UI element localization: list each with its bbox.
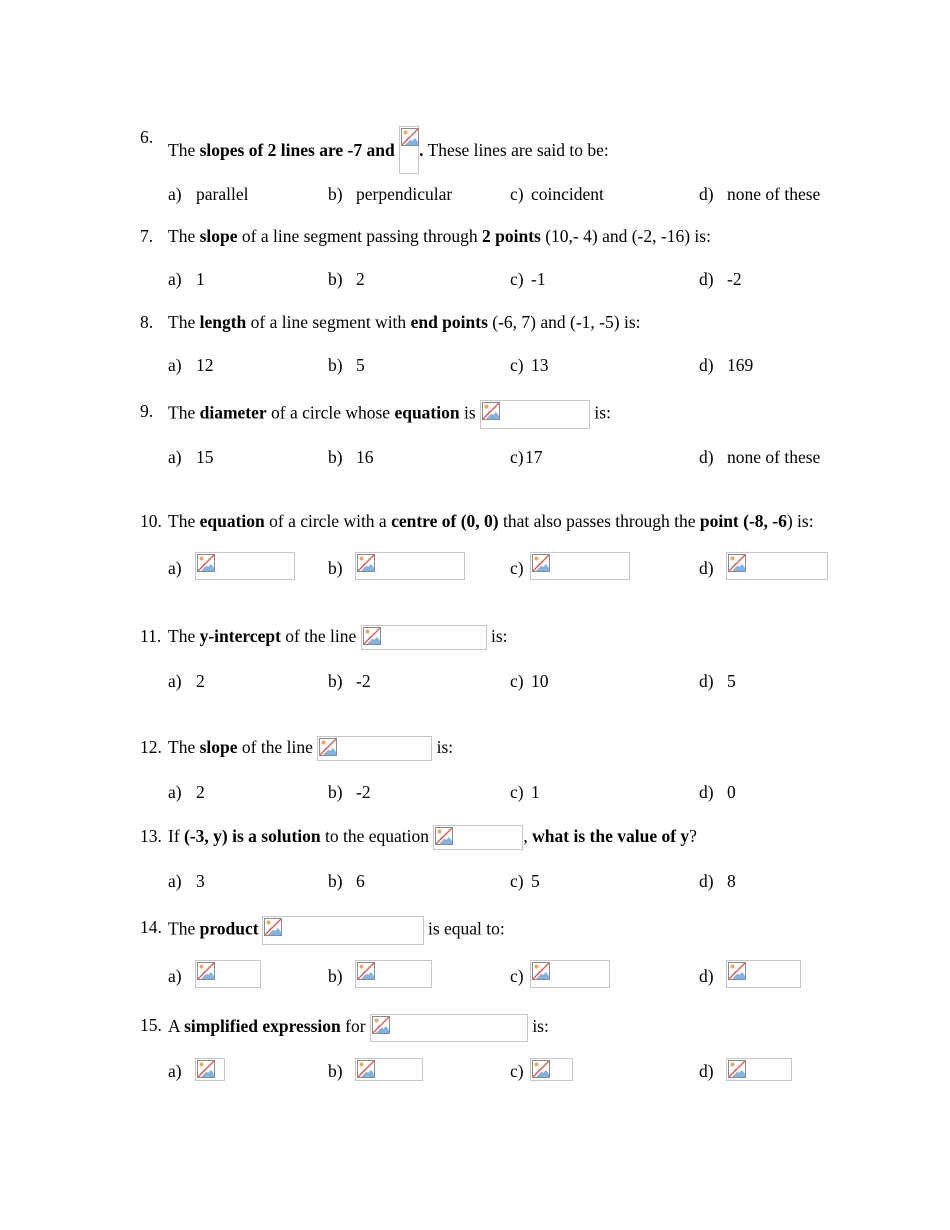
option-text: 169: [727, 355, 754, 375]
text-run: The: [168, 918, 200, 939]
broken-image-icon: [262, 916, 424, 945]
bold-run: simplified expression: [184, 1016, 341, 1037]
question-number: 11.: [140, 626, 162, 646]
option-text: 15: [196, 447, 214, 467]
text-run: of a circle with a: [264, 511, 392, 531]
option-text: 2: [356, 269, 365, 289]
option-a[interactable]: [168, 183, 249, 205]
option-text: 12: [196, 355, 214, 375]
option-c[interactable]: [510, 557, 524, 579]
broken-image-icon: [361, 625, 487, 650]
option-label: a): [168, 558, 182, 578]
option-text: 8: [727, 871, 736, 891]
option-d[interactable]: [699, 446, 821, 468]
option-c[interactable]: [510, 781, 540, 803]
option-label: d): [699, 355, 714, 375]
option-b[interactable]: [328, 1060, 343, 1082]
bold-run: end points: [410, 312, 488, 332]
question-number: 9.: [140, 401, 154, 421]
option-b[interactable]: [328, 268, 365, 290]
question-text: [168, 1014, 549, 1042]
option-c[interactable]: [510, 354, 549, 376]
option-text: 13: [531, 355, 549, 375]
bold-run: .: [419, 140, 424, 160]
option-b[interactable]: [328, 870, 365, 892]
option-label: b): [328, 871, 343, 891]
option-label: a): [168, 671, 182, 691]
broken-image-icon: [195, 1058, 225, 1081]
question-text: [168, 311, 641, 333]
option-a[interactable]: [168, 1060, 182, 1082]
text-run: The: [168, 737, 200, 757]
bold-run: what is the value of y: [532, 826, 690, 846]
option-d[interactable]: [699, 557, 714, 579]
option-a[interactable]: [168, 870, 205, 892]
broken-image-icon: [355, 552, 465, 580]
option-label: c): [510, 782, 524, 802]
text-run: The: [168, 511, 200, 531]
option-label: d): [699, 184, 714, 204]
question-number: 7.: [140, 226, 154, 246]
bold-run: diameter: [199, 402, 267, 423]
option-a[interactable]: [168, 354, 214, 376]
option-c[interactable]: [510, 183, 604, 205]
question-number: 6.: [140, 127, 154, 147]
question-number: 12.: [140, 737, 162, 757]
text-run: is:: [486, 626, 508, 646]
option-b[interactable]: [328, 183, 453, 205]
option-label: b): [328, 782, 343, 802]
option-c[interactable]: [510, 446, 543, 468]
broken-image-icon: [530, 1058, 573, 1081]
option-text: 10: [531, 671, 549, 691]
option-label: b): [328, 184, 343, 204]
option-a[interactable]: [168, 446, 214, 468]
option-label: c): [510, 447, 524, 467]
option-label: a): [168, 269, 182, 289]
text-run: The: [168, 402, 200, 423]
text-run: is:: [432, 737, 454, 757]
option-label: a): [168, 782, 182, 802]
bold-run: point (-8, -6: [699, 511, 787, 531]
text-run: If: [168, 826, 185, 846]
text-run: is:: [590, 402, 611, 423]
bold-run: centre of (0, 0): [391, 511, 499, 531]
option-label: d): [699, 447, 714, 467]
bold-run: equation: [199, 511, 265, 531]
bold-run: product: [199, 918, 259, 939]
bold-run: slope: [199, 737, 238, 757]
text-run: ) is:: [786, 511, 814, 531]
option-text: -2: [727, 269, 742, 289]
text-run: to the equation: [320, 826, 434, 846]
option-d[interactable]: [699, 965, 714, 987]
option-text: 3: [196, 871, 205, 891]
text-run: These lines are said to be:: [423, 140, 609, 160]
option-label: d): [699, 966, 714, 986]
question-text: [168, 736, 453, 761]
option-label: c): [510, 966, 524, 986]
question-number: 8.: [140, 312, 154, 332]
option-c[interactable]: [510, 1060, 524, 1082]
option-label: c): [510, 558, 524, 578]
question-number: 13.: [140, 826, 162, 846]
option-text: 1: [196, 269, 205, 289]
option-d[interactable]: [699, 268, 742, 290]
text-run: that also passes through the: [498, 511, 700, 531]
option-a[interactable]: [168, 781, 205, 803]
option-c[interactable]: [510, 670, 549, 692]
bold-run: length: [199, 312, 247, 332]
option-d[interactable]: [699, 1060, 714, 1082]
option-label: c): [510, 871, 524, 891]
option-d[interactable]: [699, 670, 736, 692]
option-text: perpendicular: [356, 184, 453, 204]
option-b[interactable]: [328, 670, 371, 692]
broken-image-icon: [370, 1014, 528, 1042]
option-text: 2: [196, 782, 205, 802]
option-a[interactable]: [168, 268, 205, 290]
option-a[interactable]: [168, 670, 205, 692]
option-text: 5: [531, 871, 540, 891]
broken-image-icon: [195, 552, 295, 580]
broken-image-icon: [480, 400, 590, 429]
option-label: c): [510, 355, 524, 375]
option-text: none of these: [727, 184, 821, 204]
option-b[interactable]: [328, 965, 343, 987]
option-text: 0: [727, 782, 736, 802]
option-label: b): [328, 1061, 343, 1081]
text-run: of a line segment passing through: [237, 226, 483, 246]
option-label: a): [168, 1061, 182, 1081]
option-label: b): [328, 966, 343, 986]
option-label: c): [510, 1061, 524, 1081]
bold-run: equation: [394, 402, 460, 423]
question-text: [168, 510, 814, 532]
text-run: of the line: [237, 737, 318, 757]
option-label: d): [699, 671, 714, 691]
option-b[interactable]: [328, 781, 371, 803]
option-c[interactable]: [510, 870, 540, 892]
broken-image-icon: [530, 960, 610, 988]
broken-image-icon: [317, 736, 432, 761]
bold-run: slopes of 2 lines are -7 and: [199, 140, 395, 160]
option-d[interactable]: [699, 354, 754, 376]
text-run: A: [168, 1016, 185, 1037]
broken-image-icon: [355, 1058, 423, 1081]
option-label: a): [168, 355, 182, 375]
text-run: is:: [527, 1016, 549, 1037]
option-text: -2: [356, 782, 371, 802]
option-d[interactable]: [699, 870, 736, 892]
option-text: -2: [356, 671, 371, 691]
option-label: a): [168, 871, 182, 891]
text-run: is: [459, 402, 481, 423]
option-c[interactable]: [510, 268, 546, 290]
text-run: of a line segment with: [246, 312, 411, 332]
option-text: 2: [196, 671, 205, 691]
option-d[interactable]: [699, 781, 736, 803]
text-run: The: [168, 226, 200, 246]
option-text: 6: [356, 871, 365, 891]
broken-image-icon: [433, 825, 523, 850]
text-run: (-6, 7) and (-1, -5) is:: [487, 312, 641, 332]
option-label: a): [168, 447, 182, 467]
option-text: coincident: [531, 184, 604, 204]
text-run: is equal to:: [423, 918, 505, 939]
option-text: 16: [356, 447, 374, 467]
option-label: d): [699, 1061, 714, 1081]
text-run: The: [168, 312, 200, 332]
option-text: none of these: [727, 447, 821, 467]
question-number: 14.: [140, 917, 162, 937]
option-b[interactable]: [328, 354, 365, 376]
text-run: for: [340, 1016, 370, 1037]
option-text: -1: [531, 269, 546, 289]
option-text: 17: [525, 447, 543, 467]
option-d[interactable]: [699, 183, 821, 205]
text-run: The: [168, 140, 200, 160]
question-text: [168, 126, 609, 174]
bold-run: slope: [199, 226, 238, 246]
broken-image-icon: [195, 960, 261, 988]
text-run: of the line: [280, 626, 361, 646]
option-label: c): [510, 269, 524, 289]
question-text: [168, 400, 611, 429]
option-label: c): [510, 184, 524, 204]
text-run: ,: [523, 826, 533, 846]
bold-run: 2 points: [482, 226, 541, 246]
broken-image-icon: [530, 552, 630, 580]
option-a[interactable]: [168, 557, 182, 579]
option-text: parallel: [196, 184, 249, 204]
text-run: (10,- 4) and (-2, -16) is:: [540, 226, 711, 246]
bold-run: (-3, y) is a solution: [184, 826, 321, 846]
option-label: b): [328, 558, 343, 578]
bold-run: y-intercept: [199, 626, 281, 646]
option-b[interactable]: [328, 557, 343, 579]
option-b[interactable]: [328, 446, 374, 468]
option-label: a): [168, 966, 182, 986]
option-label: b): [328, 447, 343, 467]
option-label: b): [328, 269, 343, 289]
option-text: 1: [531, 782, 540, 802]
option-label: d): [699, 269, 714, 289]
question-number: 15.: [140, 1015, 162, 1035]
option-label: a): [168, 184, 182, 204]
question-text: [168, 625, 508, 650]
question-text: [168, 825, 697, 850]
option-text: 5: [356, 355, 365, 375]
text-run: ?: [689, 826, 697, 846]
option-label: d): [699, 558, 714, 578]
question-number: 10.: [140, 511, 162, 531]
question-text: [168, 916, 505, 945]
broken-image-icon: [355, 960, 432, 988]
option-c[interactable]: [510, 965, 524, 987]
broken-image-icon: [399, 126, 419, 174]
text-run: The: [168, 626, 200, 646]
broken-image-icon: [726, 1058, 792, 1081]
broken-image-icon: [726, 960, 801, 988]
option-a[interactable]: [168, 965, 182, 987]
text-run: of a circle whose: [266, 402, 395, 423]
option-label: d): [699, 871, 714, 891]
question-text: [168, 225, 711, 247]
option-label: b): [328, 671, 343, 691]
option-label: c): [510, 671, 524, 691]
broken-image-icon: [726, 552, 828, 580]
option-label: b): [328, 355, 343, 375]
option-text: 5: [727, 671, 736, 691]
option-label: d): [699, 782, 714, 802]
